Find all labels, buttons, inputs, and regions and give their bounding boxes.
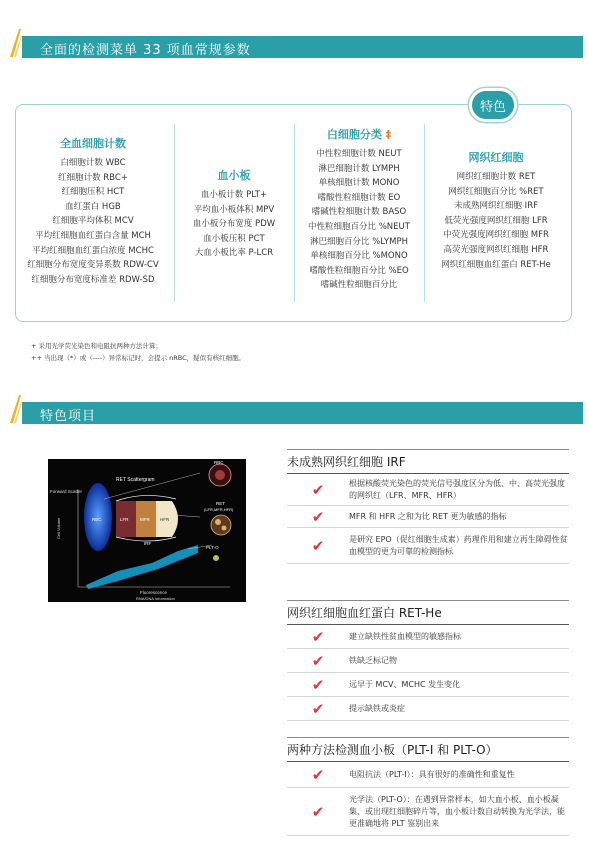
list-item: 嗜酸性粒细胞计数 EO <box>317 192 401 203</box>
list-item: 嗜碱性粒细胞计数 BASO <box>311 207 407 218</box>
footnotes <box>31 340 245 364</box>
feature-irf <box>287 452 569 564</box>
column-divider <box>424 124 425 302</box>
list-item: 血小板分布宽度 PDW <box>192 219 276 230</box>
list-item <box>287 697 569 721</box>
list-item: 低荧光强度网织红细胞 LFR <box>444 215 548 226</box>
list-item-text: 电阻抗法（PLT-I）：具有很好的准确性和重复性 <box>349 769 515 779</box>
feature-badge: 特色 <box>469 88 517 122</box>
list-item-text: 光学法（PLT-O）：在遇到异常样本，如大血小板、血小板凝集、或出现红细胞碎片等，血小板计数自动转换为光学法，能更准确地将 PLT 鉴别出来 <box>349 794 565 828</box>
section-banner-features <box>0 402 589 424</box>
list-item: 网织红细胞血红蛋白 RET-He <box>441 259 551 270</box>
list-item: 未成熟网织红细胞 IRF <box>453 201 538 212</box>
column-heading: 全血细胞计数 <box>60 137 126 150</box>
feature-title: 两种方法检测血小板（PLT-I 和 PLT-O） <box>287 740 569 762</box>
feature-title: 网织红细胞血红蛋白 RET-He <box>287 603 569 625</box>
check-icon: ✔ <box>311 675 325 694</box>
list-item: 红细胞分布宽度变异系数 RDW-CV <box>27 260 159 271</box>
list-item-text: 建立缺铁性贫血模型的敏感指标 <box>349 631 461 641</box>
section-rule <box>287 449 569 450</box>
footnote: ++ 当出现（*）或（----）异常标记时，会提示 nRBC，疑似有核红细胞。 <box>31 354 246 362</box>
list-item: 嗜碱性粒细胞百分比 <box>320 280 398 291</box>
flame-accent-icon <box>8 28 22 58</box>
list-item: 血小板压积 PCT <box>203 233 265 244</box>
column-cbc <box>22 136 164 287</box>
column-platelet <box>178 168 290 261</box>
check-icon: ✔ <box>311 802 325 821</box>
region-rbc: RBC <box>92 517 102 522</box>
banner-bar <box>22 402 583 424</box>
list-item: 网织红细胞计数 RET <box>456 172 536 182</box>
check-icon: ✔ <box>311 536 325 555</box>
banner-title: 特色项目 <box>40 409 97 424</box>
list-item: 红细胞分布宽度标准差 RDW-SD <box>31 274 155 285</box>
list-item <box>287 625 569 649</box>
list-item-text: 是研究 EPO（促红细胞生成素）药理作用和建立再生障碍性贫血模型的更为可靠的检测指标 <box>349 534 568 556</box>
list-item: 血红蛋白 HGB <box>65 201 121 212</box>
list-item <box>287 649 569 673</box>
callout-rbc: RBC <box>214 460 224 465</box>
list-item: 中性粒细胞百分比 %NEUT <box>308 221 410 232</box>
heading-mark: ‡ <box>385 128 392 141</box>
list-item: 红细胞平均体积 MCV <box>52 216 134 227</box>
section-banner-menu <box>0 36 589 58</box>
list-item <box>287 788 569 836</box>
list-item <box>287 474 569 506</box>
list-item: 白细胞计数 WBC <box>60 158 126 168</box>
section-rule <box>287 600 569 601</box>
ret-scattergram-image <box>48 459 246 602</box>
list-item: 血小板计数 PLT+ <box>200 190 268 200</box>
column-divider <box>294 124 295 302</box>
column-divider <box>174 124 175 302</box>
check-icon: ✔ <box>311 507 325 526</box>
list-item: 嗜酸性粒细胞百分比 %EO <box>309 265 409 276</box>
list-item: 红细胞计数 RBC+ <box>58 172 128 183</box>
column-heading: 血小板 <box>217 169 251 182</box>
y-axis-label: Forward Scatter <box>50 489 83 494</box>
list-item <box>287 673 569 697</box>
check-icon: ✔ <box>311 765 325 784</box>
list-item: 平均红细胞血红蛋白浓度 MCHC <box>32 245 154 256</box>
check-icon: ✔ <box>311 651 325 670</box>
x-axis-label: Fluorescence <box>140 590 168 595</box>
region-irf: IRF <box>144 541 152 546</box>
list-item: 高荧光强度网织红细胞 HFR <box>443 244 549 255</box>
callout-ret-sub: (LFR,MFR,HFR) <box>204 507 234 512</box>
flame-accent-icon <box>8 394 22 424</box>
list-item <box>287 506 569 528</box>
region-lfr: LFR <box>120 517 129 522</box>
list-item: 单核细胞百分比 %MONO <box>310 251 408 262</box>
list-item: 中荧光强度网织红细胞 MFR <box>443 230 549 241</box>
list-item <box>287 528 569 564</box>
region-hfr: HFR <box>160 517 170 522</box>
list-item: 淋巴细胞百分比 %LYMPH <box>310 236 408 247</box>
list-item <box>287 762 569 788</box>
scattergram-title: RET Scattergram <box>116 477 155 483</box>
footnote: + 采用光学荧光染色和电阻抗两种方法计算； <box>31 342 163 350</box>
list-item: 红细胞压积 HCT <box>61 187 125 198</box>
scattergram-svg <box>48 459 246 602</box>
list-item: 单核细胞计数 MONO <box>318 178 400 189</box>
list-item-text: 根据核酸荧光染色的荧光信号强度区分为低、中、高荧光强度的网织红（LFR、MFR、HFR） <box>349 478 565 500</box>
callout-ret: RET <box>216 501 225 506</box>
column-wbc-diff <box>296 127 422 293</box>
list-item: 淋巴细胞计数 LYMPH <box>318 163 400 174</box>
feature-title: 未成熟网织红细胞 IRF <box>287 452 569 474</box>
feature-plt-methods <box>287 740 569 836</box>
list-item-text: MFR 和 HFR 之和为比 RET 更为敏感的指标 <box>349 511 507 521</box>
column-heading <box>296 127 422 143</box>
column-heading: 网织红细胞 <box>468 151 524 164</box>
callout-plt-o: PLT-O <box>206 545 219 550</box>
check-icon: ✔ <box>311 627 325 646</box>
section-rule <box>287 737 569 738</box>
list-item-text: 提示缺铁或炎症 <box>349 703 405 713</box>
banner-title: 全面的检测菜单 33 项血常规参数 <box>40 43 251 58</box>
y-axis-label2: Cell Volume <box>56 517 61 539</box>
list-item: 平均血小板体积 MPV <box>193 204 275 215</box>
list-item: 平均红细胞血红蛋白含量 MCH <box>35 230 151 241</box>
list-item: 中性粒细胞计数 NEUT <box>316 149 402 159</box>
list-item: 网织红细胞百分比 %RET <box>448 186 544 197</box>
check-icon: ✔ <box>311 699 325 718</box>
region-mfr: MFR <box>140 517 150 522</box>
check-icon: ✔ <box>311 480 325 499</box>
feature-ret-he <box>287 603 569 721</box>
list-item: 大血小板比率 P-LCR <box>194 248 274 259</box>
column-reticulocyte <box>428 150 564 272</box>
list-item-text: 铁缺乏标记物 <box>349 655 397 665</box>
x-axis-label2: RNA/DNA Information <box>136 596 175 601</box>
list-item-text: 远早于 MCV、MCHC 发生变化 <box>349 679 461 689</box>
heading-text: 白细胞分类 <box>326 128 382 141</box>
